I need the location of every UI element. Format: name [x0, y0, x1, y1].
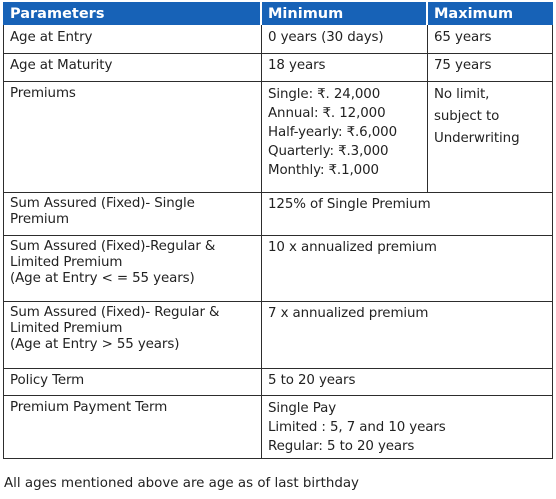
- parameters-table: [3, 2, 553, 459]
- header-minimum: Minimum: [261, 2, 427, 25]
- cell-param-age-at-maturity: Age at Maturity: [10, 58, 113, 73]
- premium-quarterly: Quarterly: ₹.3,000: [268, 144, 389, 159]
- cell-min-age-at-entry: 0 years (30 days): [268, 30, 384, 45]
- column-divider: [261, 25, 262, 459]
- ppt-line: Single Pay: [268, 401, 337, 416]
- table-border-bottom: [3, 458, 553, 459]
- param-line: Sum Assured (Fixed)-Regular &: [10, 239, 216, 254]
- param-line: (Age at Entry < = 55 years): [10, 271, 195, 286]
- cell-param-sum-assured-single: [3, 192, 261, 228]
- cell-param-premiums: Premiums: [10, 86, 76, 101]
- cell-value-policy-term: 5 to 20 years: [268, 373, 356, 388]
- table-border-left: [3, 25, 4, 459]
- cell-param-sum-assured-regular-gt55: [3, 301, 261, 353]
- premium-single: Single: ₹. 24,000: [268, 87, 381, 102]
- cell-param-sum-assured-regular-le55: [3, 235, 261, 287]
- cell-min-age-at-maturity: 18 years: [268, 58, 326, 73]
- header-parameters: Parameters: [3, 2, 261, 25]
- header-maximum: Maximum: [427, 2, 553, 25]
- table-border-right: [552, 25, 553, 459]
- header-divider: [426, 2, 428, 25]
- premium-half-yearly: Half-yearly: ₹.6,000: [268, 125, 397, 140]
- premium-monthly: Monthly: ₹.1,000: [268, 163, 379, 178]
- ppt-line: Regular: 5 to 20 years: [268, 439, 415, 454]
- row-divider: [3, 395, 553, 396]
- cell-max-age-at-entry: 65 years: [434, 30, 492, 45]
- max-premium-line: subject to: [434, 109, 500, 124]
- header-divider: [260, 2, 262, 25]
- row-divider: [3, 192, 553, 193]
- row-divider: [3, 81, 553, 82]
- row-divider: [3, 368, 553, 369]
- param-line: (Age at Entry > 55 years): [10, 337, 180, 352]
- ppt-line: Limited : 5, 7 and 10 years: [268, 420, 446, 435]
- cell-param-premium-payment-term: Premium Payment Term: [10, 400, 168, 415]
- premium-annual: Annual: ₹. 12,000: [268, 106, 386, 121]
- cell-value-sum-assured-regular-le55: 10 x annualized premium: [268, 240, 437, 255]
- cell-max-premiums: [427, 81, 553, 150]
- footnote: All ages mentioned above are age as of last birthday: [4, 476, 359, 491]
- max-premium-line: Underwriting: [434, 131, 520, 146]
- cell-param-policy-term: Policy Term: [10, 373, 85, 388]
- param-line: Limited Premium: [10, 321, 123, 336]
- cell-value-sum-assured-single: 125% of Single Premium: [268, 197, 431, 212]
- cell-min-premiums: [261, 81, 427, 180]
- row-divider: [3, 53, 553, 54]
- param-line: Sum Assured (Fixed)- Regular &: [10, 305, 220, 320]
- max-premium-line: No limit,: [434, 87, 490, 102]
- row-divider: [3, 301, 553, 302]
- cell-param-age-at-entry: Age at Entry: [10, 30, 93, 45]
- param-line: Sum Assured (Fixed)- Single: [10, 196, 195, 211]
- cell-value-premium-payment-term: [261, 395, 553, 456]
- row-divider: [3, 235, 553, 236]
- cell-max-age-at-maturity: 75 years: [434, 58, 492, 73]
- param-line: Premium: [10, 212, 69, 227]
- cell-value-sum-assured-regular-gt55: 7 x annualized premium: [268, 306, 429, 321]
- column-divider: [427, 25, 428, 192]
- param-line: Limited Premium: [10, 255, 123, 270]
